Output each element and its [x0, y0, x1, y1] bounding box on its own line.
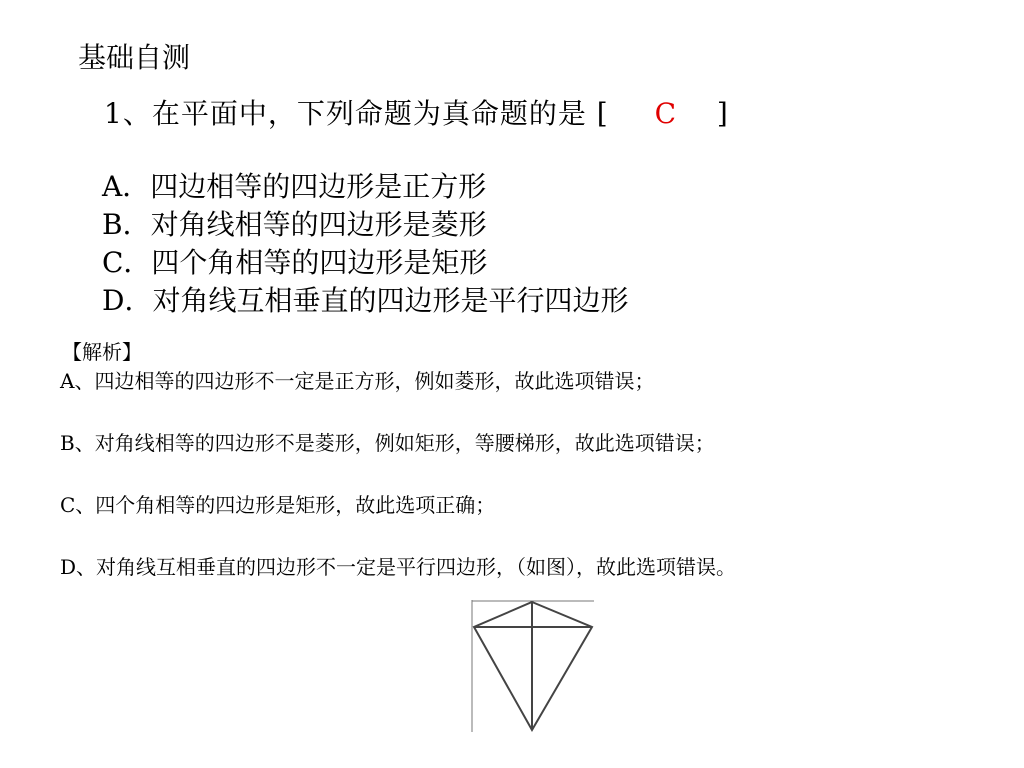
option-a: A．四边相等的四边形是正方形	[102, 170, 487, 203]
option-list	[102, 168, 628, 320]
analysis-item-b: B、对角线相等的四边形不是菱形，例如矩形，等腰梯形，故此选项错误；	[60, 431, 715, 455]
analysis-item-c: C、四个角相等的四边形是矩形，故此选项正确；	[60, 493, 496, 517]
kite-figure	[470, 600, 596, 732]
analysis-heading: 【解析】	[62, 340, 142, 364]
answer-value: C	[654, 97, 678, 130]
page-title: 基础自测	[78, 41, 191, 74]
option-b: B．对角线相等的四边形是菱形	[102, 208, 487, 241]
question-text: 1、在平面中，下列命题为真命题的是	[104, 97, 587, 130]
answer-bracket-close: ]	[716, 97, 729, 130]
analysis-item-a: A、四边相等的四边形不一定是正方形，例如菱形，故此选项错误；	[60, 369, 655, 393]
analysis-item-d: D、对角线互相垂直的四边形不一定是平行四边形，（如图），故此选项错误。	[60, 555, 737, 579]
question-stem	[104, 92, 729, 132]
option-c: C．四个角相等的四边形是矩形	[102, 246, 488, 279]
option-d: D．对角线互相垂直的四边形是平行四边形	[102, 284, 629, 317]
analysis-body	[60, 366, 910, 583]
answer-bracket-open: [	[596, 97, 609, 130]
